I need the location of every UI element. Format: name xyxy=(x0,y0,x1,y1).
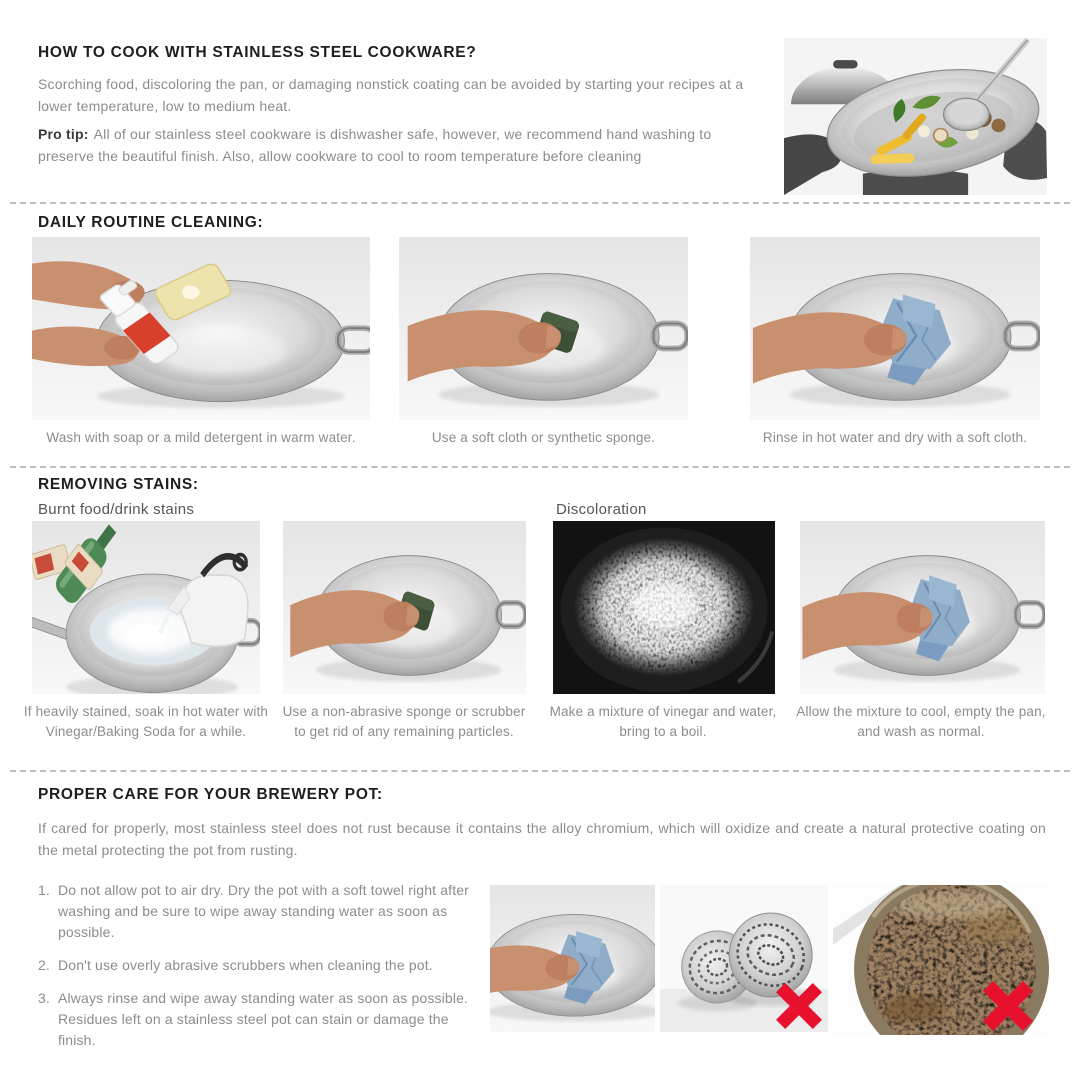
list-item xyxy=(38,988,483,1051)
section-divider xyxy=(10,770,1070,772)
section-title-daily-cleaning: DAILY ROUTINE CLEANING: xyxy=(38,214,264,231)
boiling-water-illustration xyxy=(553,521,775,694)
step-caption: Use a non-abrasive sponge or scrubber to get rid of any remaining particles. xyxy=(282,704,526,740)
photo-soft-sponge xyxy=(399,237,688,420)
list-item xyxy=(38,880,483,943)
step-caption: Allow the mixture to cool, empty the pan, and wash as normal. xyxy=(796,704,1046,740)
detergent-spray-illustration xyxy=(32,237,370,420)
green-sponge-illustration xyxy=(399,237,688,420)
list-item-text: Always rinse and wipe away standing water as soon as possible. Residues left on a stainless steel pot can stain or damage the finish. xyxy=(58,990,469,1048)
subheading-discoloration: Discoloration xyxy=(556,501,647,518)
wok-stirfry-illustration xyxy=(784,38,1047,195)
section-divider xyxy=(10,202,1070,204)
photo-boil-mixture xyxy=(553,521,775,694)
pro-tip-text: All of our stainless steel cookware is dishwasher safe, however, we recommend hand washing to preserve the beautiful finish. Also, allow cookware to cool to room temperature before cleaning xyxy=(38,126,712,164)
list-item-number: 2. xyxy=(38,957,50,973)
list-item-number: 1. xyxy=(38,882,50,898)
vinegar-pour-illustration xyxy=(32,521,260,694)
pro-tip-paragraph xyxy=(38,124,746,168)
photo-burnt-pot-prohibited xyxy=(833,885,1049,1035)
pro-tip-label: Pro tip: xyxy=(38,126,89,142)
subheading-burnt-stains: Burnt food/drink stains xyxy=(38,501,195,518)
photo-wok-stirfry xyxy=(784,38,1047,195)
blue-cloth-illustration xyxy=(800,521,1045,694)
care-instructions-list xyxy=(38,880,483,1063)
photo-wash-soap xyxy=(32,237,370,420)
photo-steel-scrubbers-prohibited xyxy=(660,885,828,1032)
step-caption: Make a mixture of vinegar and water, bring to a boil. xyxy=(549,704,777,740)
step-caption: Wash with soap or a mild detergent in warm water. xyxy=(46,430,356,445)
steel-scrubbers-illustration xyxy=(660,885,828,1032)
photo-rinse-dry xyxy=(750,237,1040,420)
step-caption: If heavily stained, soak in hot water with Vinegar/Baking Soda for a while. xyxy=(23,704,269,740)
section-title-removing-stains: REMOVING STAINS: xyxy=(38,476,199,493)
photo-soak-vinegar xyxy=(32,521,260,694)
burnt-pot-illustration xyxy=(833,885,1049,1035)
photo-dry-towel xyxy=(490,885,655,1032)
care-intro-paragraph: If cared for properly, most stainless steel does not rust because it contains the alloy chromium, which will oxidize and create a natural protective coating on the metal protecting the pot from rusting. xyxy=(38,820,1046,858)
list-item-text: Don't use overly abrasive scrubbers when cleaning the pot. xyxy=(58,957,433,973)
list-item xyxy=(38,955,483,976)
step-caption: Use a soft cloth or synthetic sponge. xyxy=(431,430,656,445)
blue-cloth-illustration xyxy=(750,237,1040,420)
list-item-number: 3. xyxy=(38,990,50,1006)
section-divider xyxy=(10,466,1070,468)
photo-cool-wash xyxy=(800,521,1045,694)
section-title-how-to-cook: HOW TO COOK WITH STAINLESS STEEL COOKWARE? xyxy=(38,44,477,61)
list-item-text: Do not allow pot to air dry. Dry the pot with a soft towel right after washing and be sure to wipe away standing water as soon as possible. xyxy=(58,882,469,940)
section-title-proper-care: PROPER CARE FOR YOUR BREWERY POT: xyxy=(38,786,383,803)
step-caption: Rinse in hot water and dry with a soft cloth. xyxy=(762,430,1028,445)
photo-scrub-particles xyxy=(283,521,526,694)
blue-cloth-illustration xyxy=(490,885,655,1032)
cook-intro-paragraph: Scorching food, discoloring the pan, or damaging nonstick coating can be avoided by starting your recipes at a lower temperature, low to medium heat. xyxy=(38,76,744,114)
green-sponge-illustration xyxy=(283,521,526,694)
